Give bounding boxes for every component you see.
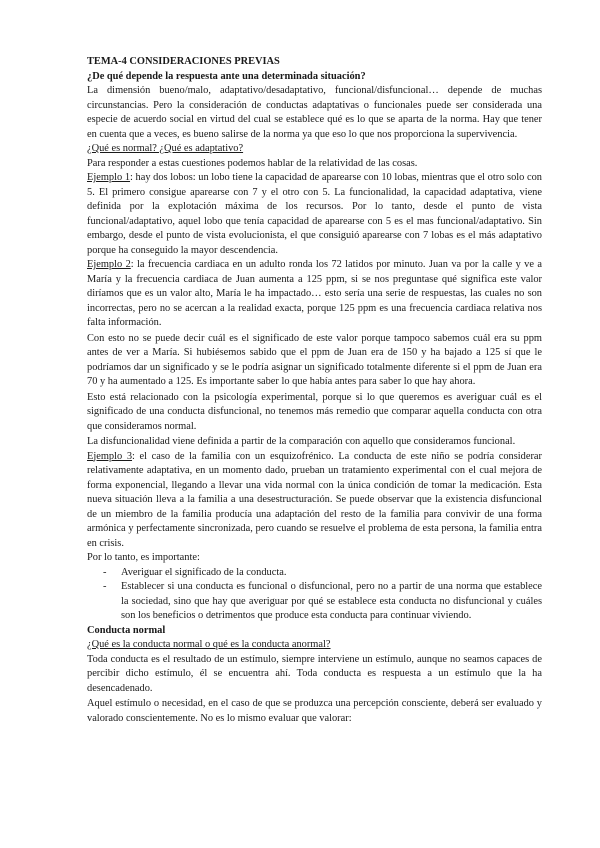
- paragraph-5: La disfuncionalidad viene definida a partir de la comparación con aquello que consideramos funcional.: [87, 436, 516, 447]
- example-2-text: : la frecuencia cardiaca en un adulto ronda los 72 latidos por minuto. Juan va por la calle y ve a María y la frecuencia cardiaca de Juan aumenta a 125 ppm, si se nos preguntase qué significa este valor diríamos que es un valor alto, María le ha impactado… esto sería una serie de respuestas, las cuales no son incorrectas, pero no se acercan a la realidad exacta, porque 125 ppm es una frecuencia cardiaca relativa nos falta información.: [87, 259, 542, 328]
- example-1: [87, 171, 542, 258]
- example-3: [87, 450, 542, 552]
- document-page: [87, 55, 542, 726]
- paragraph-8: Aquel estímulo o necesidad, en el caso de que se produzca una percepción consciente, deberá ser evaluado y valorado conscientemente. No es lo mismo evaluar que valorar:: [87, 698, 542, 724]
- paragraph-1: La dimensión bueno/malo, adaptativo/desadaptativo, funcional/disfuncional… depende de muchas circunstancias. Pero la consideración de conductas adaptativas o funcionales puede ser considerada una especie de acuerdo social en virtud del cual se establece qué es lo que se aparta de la norma. Hay que tener en cuenta que a veces, es bueno salirse de la norma ya que eso lo que nos proporciona la supervivencia.: [87, 85, 542, 140]
- list-item: - Establecer si una conducta es funcional o disfuncional, pero no a partir de una norma que establece la sociedad, sino que hay que averiguar por qué se establece esta conducta no disfuncional y cuáles son los beneficios o detrimentos que produce esta conducta para continuar viviendo.: [103, 581, 542, 621]
- paragraph-7: Toda conducta es el resultado de un estímulo, siempre interviene un estímulo, aunque no seamos capaces de percibir dicho estímulo, él se encuentra ahí. Toda conducta es respuesta a un estímulo que la ha desencadenado.: [87, 653, 542, 694]
- document-title: TEMA-4 CONSIDERACIONES PREVIAS: [87, 56, 280, 67]
- paragraph-2: Para responder a estas cuestiones podemos hablar de la relatividad de las cosas.: [87, 157, 418, 169]
- question-heading-3: ¿Qué es la conducta normal o qué es la conducta anormal?: [87, 639, 331, 650]
- paragraph-3: Con esto no se puede decir cuál es el significado de este valor porque tampoco sabemos cuál era su ppm antes de ver a María. Si hubiésemos sabido que el ppm de Juan era de 150 y ha bajado a 125 sí que le podríamos dar un significado y se le podría asignar un significado totalmente diferente si el ppm de Juan era 70 y ha aumentado a 125. Es importante saber lo que había antes para saber lo que hay ahora.: [87, 332, 542, 387]
- example-1-text: : hay dos lobos: un lobo tiene la capacidad de aparearse con 10 lobas, mientras que el otro solo con 5. El primero consigue aparearse con 7 y el otro con 5. La funcionalidad, la capacidad adaptativa, viene definida por la explotación máxima de los recursos. Por lo tanto, desde el punto de vista funcional/adaptativo, aquel lobo que tenía capacidad de aparearse con 5 es el mas funcional/adaptativo. Sin embargo, desde el punto de vista evolucionista, el que consiguió aparearse con 7 lobas es el más adaptativo porque ha conseguido la mayor descendencia.: [87, 172, 542, 256]
- bullet-dash: -: [103, 566, 107, 578]
- example-3-label: Ejemplo 3: [87, 450, 133, 462]
- example-2: [87, 258, 542, 331]
- section-heading-conducta-normal: Conducta normal: [87, 624, 166, 636]
- example-1-label: Ejemplo 1: [87, 172, 131, 183]
- example-2-label: Ejemplo 2: [87, 259, 131, 270]
- list-item: - Averiguar el significado de la conducta.: [87, 566, 542, 581]
- example-3-text: : el caso de la familia con un esquizofrénico. La conducta de este niño se podría considerar relativamente adaptativa, en un momento dado, prueban un tratamiento experimental con el cual mejora de forma exponencial, llegando a llevar una vida normal con la única condición de tomar la medicación. Esta nueva situación lleva a la familia a una desestructuración. Se puede observar que la existencia disfuncional de un miembro de la familia producía una adaptación del resto de la familia para convivir de una forma armónica y perfectamente sincronizada, pero cuando se resuelve el problema de esta persona, la familia entra en crisis.: [87, 450, 543, 549]
- question-heading-1: ¿De qué depende la respuesta ante una determinada situación?: [87, 70, 366, 82]
- paragraph-6: Por lo tanto, es importante:: [87, 552, 200, 563]
- question-heading-2: ¿Qué es normal? ¿Qué es adaptativo?: [87, 143, 244, 154]
- importance-list: [87, 566, 542, 624]
- paragraph-4: Esto está relacionado con la psicología experimental, porque si lo que queremos es averiguar cuál es el significado de una conducta disfuncional, no tenemos más remedio que comparar aquella conducta con otra que consideramos normal.: [87, 391, 542, 432]
- bullet-dash: -: [103, 581, 107, 592]
